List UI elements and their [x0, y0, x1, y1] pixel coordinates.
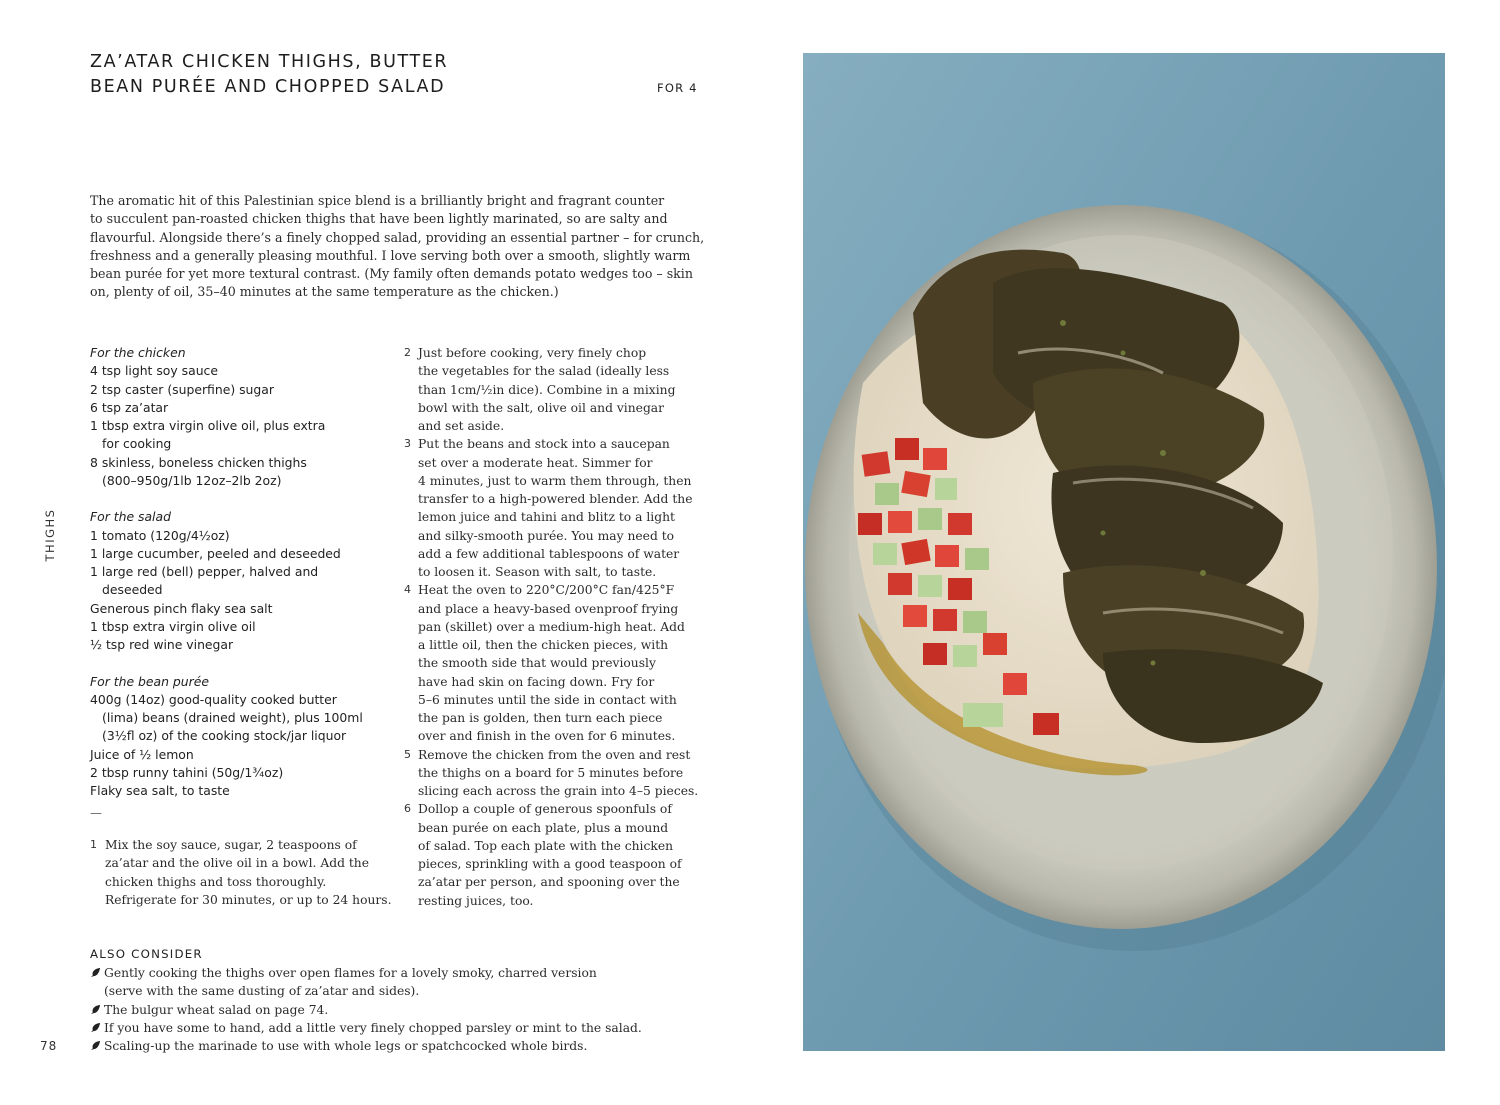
ingredient-line: 8 skinless, boneless chicken thighs	[90, 454, 307, 470]
step-line: and set aside.	[418, 419, 505, 433]
step-number: 5	[404, 747, 411, 761]
step-line: and silky-smooth purée. You may need to	[418, 528, 675, 543]
intro-line: to succulent pan-roasted chicken thighs that have been lightly marinated, so are salty and	[90, 211, 668, 227]
ingredient-line: 4 tsp light soy sauce	[90, 363, 218, 379]
ingredient-line: (800–950g/1lb 12oz–2lb 2oz)	[102, 472, 282, 488]
step-number: 2	[404, 346, 411, 359]
also-consider-item	[90, 964, 642, 1001]
method-step	[404, 581, 698, 745]
method-steps-left	[90, 836, 392, 909]
ingredient-line: 2 tbsp runny tahini (50g/1¾oz)	[90, 764, 284, 780]
method-step	[404, 344, 698, 435]
method-step	[90, 836, 392, 909]
step-line: transfer to a high-powered blender. Add the	[418, 492, 693, 506]
method-step	[404, 746, 698, 801]
step-number: 4	[404, 583, 411, 597]
step-line: 4 minutes, just to warm them through, then	[418, 473, 692, 488]
recipe-title-line: ZA’ATAR CHICKEN THIGHS, BUTTER	[90, 52, 449, 72]
step-line: than 1cm/½in dice). Combine in a mixing	[418, 382, 676, 397]
step-line: Dollop a couple of generous spoonfuls of	[418, 802, 672, 817]
step-line: Remove the chicken from the oven and rest	[418, 747, 691, 762]
also-consider-line: (serve with the same dusting of za’atar and sides).	[104, 984, 420, 999]
step-line: the pan is golden, then turn each piece	[418, 711, 663, 725]
ingredient-line: 6 tsp za’atar	[90, 399, 169, 415]
ingredient-line: (3½fl oz) of the cooking stock/jar liquor	[102, 728, 347, 744]
ingredient-heading: For the bean purée	[90, 673, 209, 689]
section-separator: —	[90, 806, 102, 820]
step-line: have had skin on facing down. Fry for	[418, 674, 655, 689]
food-photo	[803, 53, 1445, 1051]
method-steps-right	[404, 344, 698, 910]
step-line: bowl with the salt, olive oil and vinegar	[418, 400, 665, 415]
also-consider-line: Scaling-up the marinade to use with whole legs or spatchcocked whole birds.	[104, 1039, 588, 1054]
ingredient-group-puree	[90, 673, 390, 801]
ingredient-line: Flaky sea salt, to taste	[90, 783, 230, 798]
ingredient-line: (lima) beans (drained weight), plus 100ml	[102, 710, 363, 725]
step-line: and place a heavy-based ovenproof frying	[418, 601, 679, 616]
step-line: set over a moderate heat. Simmer for	[418, 455, 653, 470]
leaf-bullet-icon	[90, 1004, 101, 1015]
step-number: 1	[90, 838, 97, 851]
intro-line: flavourful. Alongside there’s a finely chopped salad, providing an essential partner – for crunch,	[90, 229, 705, 245]
step-line: add a few additional tablespoons of water	[418, 546, 680, 561]
food-photo-illustration	[803, 53, 1445, 1051]
step-line: Put the beans and stock into a saucepan	[418, 437, 670, 452]
ingredient-line: deseeded	[102, 582, 163, 598]
section-side-label: THIGHS	[43, 508, 57, 562]
ingredient-line: 1 tbsp extra virgin olive oil	[90, 618, 256, 634]
step-line: lemon juice and tahini and blitz to a light	[418, 510, 675, 525]
also-consider-heading: ALSO CONSIDER	[90, 947, 203, 961]
ingredient-line: 1 tbsp extra virgin olive oil, plus extra	[90, 418, 326, 433]
leaf-bullet-icon	[90, 1022, 101, 1033]
step-line: a little oil, then the chicken pieces, with	[418, 638, 669, 652]
ingredient-group-salad	[90, 508, 390, 654]
step-line: 5–6 minutes until the side in contact with	[418, 692, 677, 707]
step-line: pieces, sprinkling with a good teaspoon of	[418, 857, 682, 871]
ingredient-line: 1 large cucumber, peeled and deseeded	[90, 545, 341, 561]
ingredient-group-chicken	[90, 344, 390, 490]
intro-line: freshness and a generally pleasing mouthful. I love serving both over a smooth, slightly warm	[90, 247, 691, 263]
step-line: resting juices, too.	[418, 893, 534, 908]
step-line: za’atar and the olive oil in a bowl. Add the	[105, 856, 369, 871]
also-consider-line: If you have some to hand, add a little very finely chopped parsley or mint to the salad.	[104, 1020, 642, 1035]
recipe-title-line: BEAN PURÉE AND CHOPPED SALAD	[90, 77, 446, 97]
recipe-title	[90, 50, 530, 100]
also-consider-item	[90, 1001, 642, 1019]
ingredient-line: Generous pinch flaky sea salt	[90, 600, 273, 616]
method-step	[404, 800, 698, 910]
step-line: za’atar per person, and spooning over the	[418, 875, 680, 890]
intro-line: The aromatic hit of this Palestinian spice blend is a brilliantly bright and fragrant counter	[90, 193, 665, 208]
step-line: the vegetables for the salad (ideally less	[418, 364, 670, 379]
ingredient-line: 400g (14oz) good-quality cooked butter	[90, 691, 337, 707]
ingredients-list	[90, 344, 390, 819]
step-line: to loosen it. Season with salt, to taste.	[418, 565, 657, 579]
step-number: 6	[404, 802, 411, 816]
step-line: Mix the soy sauce, sugar, 2 teaspoons of	[105, 838, 357, 852]
leaf-bullet-icon	[90, 967, 101, 978]
ingredient-line: 2 tsp caster (superfine) sugar	[90, 381, 274, 397]
also-consider-line: Gently cooking the thighs over open flames for a lovely smoky, charred version	[104, 966, 597, 980]
intro-line: on, plenty of oil, 35–40 minutes at the same temperature as the chicken.)	[90, 284, 559, 300]
step-line: Refrigerate for 30 minutes, or up to 24 hours.	[105, 892, 392, 907]
step-line: chicken thighs and toss thoroughly.	[105, 874, 327, 889]
step-line: slicing each across the grain into 4–5 pieces.	[418, 784, 699, 798]
also-consider-list	[90, 964, 642, 1055]
step-line: the thighs on a board for 5 minutes before	[418, 765, 684, 780]
intro-line: bean purée for yet more textural contrast. (My family often demands potato wedges too – skin	[90, 266, 693, 282]
step-line: over and finish in the oven for 6 minutes.	[418, 729, 676, 744]
also-consider-line: The bulgur wheat salad on page 74.	[104, 1002, 329, 1017]
also-consider-item	[90, 1037, 642, 1055]
ingredient-line: 1 large red (bell) pepper, halved and	[90, 564, 319, 579]
step-line: the smooth side that would previously	[418, 656, 656, 671]
serves-label: FOR 4	[657, 81, 698, 95]
also-consider-item	[90, 1019, 642, 1037]
step-line: of salad. Top each plate with the chicken	[418, 838, 674, 853]
page-number: 78	[40, 1039, 58, 1053]
method-step	[404, 435, 698, 581]
ingredient-line: 1 tomato (120g/4½oz)	[90, 527, 230, 543]
step-line: Just before cooking, very finely chop	[418, 346, 647, 360]
leaf-bullet-icon	[90, 1040, 101, 1051]
step-line: Heat the oven to 220°C/200°C fan/425°F	[418, 583, 675, 598]
intro-paragraph	[90, 192, 705, 302]
ingredient-heading: For the chicken	[90, 345, 186, 360]
ingredient-line: ½ tsp red wine vinegar	[90, 637, 234, 652]
step-number: 3	[404, 437, 411, 451]
ingredient-line: Juice of ½ lemon	[90, 746, 194, 762]
ingredient-line: for cooking	[102, 436, 172, 452]
ingredient-heading: For the salad	[90, 509, 171, 525]
step-line: pan (skillet) over a medium-high heat. Add	[418, 619, 685, 634]
step-line: bean purée on each plate, plus a mound	[418, 820, 669, 835]
